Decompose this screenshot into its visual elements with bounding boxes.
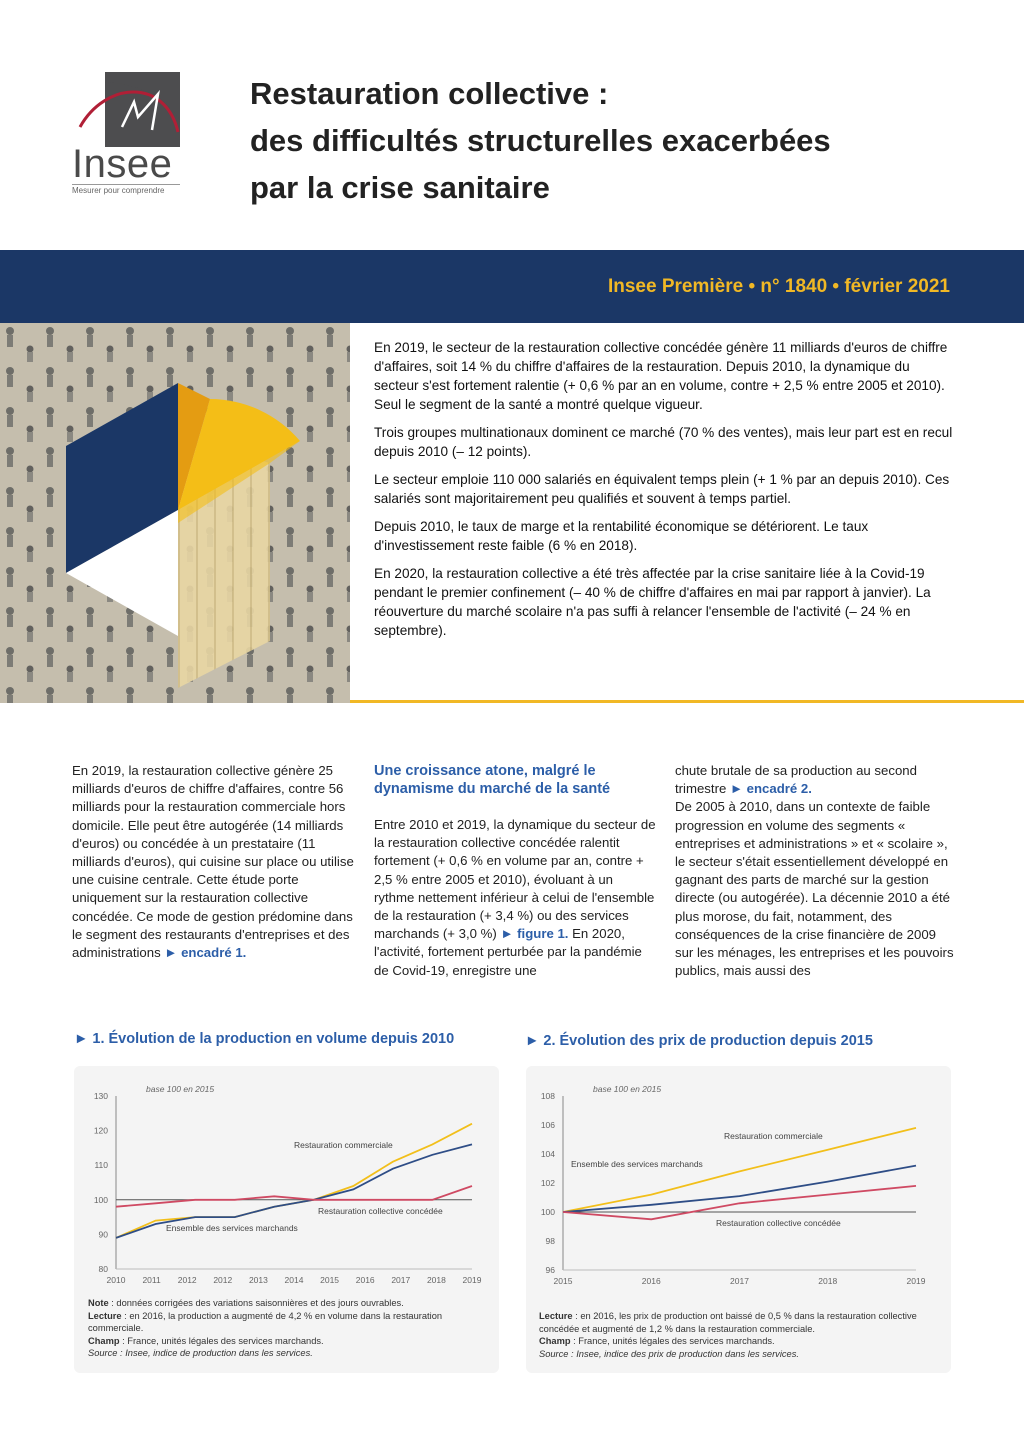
x-tick-label: 2019: [906, 1276, 926, 1286]
hero-graphic: [0, 323, 350, 703]
logo-text: Insee: [72, 142, 173, 186]
body-text: En 2020, l'activité, fortement perturbée par la pandémie de Covid-19, enregistre une: [374, 926, 642, 978]
series-label: Ensemble des services marchands: [166, 1223, 298, 1233]
figure-2-chart: [526, 1068, 951, 1296]
y-tick-label: 120: [93, 1125, 108, 1136]
x-tick-label: 2012: [177, 1275, 197, 1285]
abstract-paragraph: Depuis 2010, le taux de marge et la rentabilité économique se détériorent. Le taux d'investissement reste faible (6 % en 2018).: [374, 519, 869, 553]
x-tick-label: 2016: [641, 1276, 661, 1286]
source-line: Source : Insee, indice de production dans les services.: [88, 1348, 313, 1358]
encadre-2-link[interactable]: ► encadré 2.: [729, 781, 812, 797]
series-line: Insee Première • n° 1840 • février 2021: [607, 276, 950, 297]
lecture-line: Lecture : en 2016, les prix de production ont baissé de 0,5 % dans la restauration collective concédée et augmenté de 1,2 % dans la restauration commerciale.: [539, 1311, 917, 1334]
abstract-paragraph: Le secteur emploie 110 000 salariés en équivalent temps plein (+ 1 % par an depuis 2010). Ces salariés sont majoritairement peu qualifiés et souvent à temps partiel.: [374, 472, 950, 506]
body-paragraph: [72, 762, 354, 962]
figure-1-title: ► 1. Évolution de la production en volume depuis 2010: [74, 1031, 455, 1047]
x-tick-label: 2016: [355, 1275, 375, 1285]
x-tick-label: 2013: [248, 1275, 268, 1285]
y-tick-label: 106: [540, 1120, 555, 1130]
figure-1-chart: [74, 1068, 499, 1296]
lecture-line: Lecture : en 2016, la production a augmenté de 4,2 % en volume dans la restauration commerciale.: [88, 1310, 443, 1333]
y-tick-label: 102: [540, 1178, 555, 1188]
title-line: des difficultés structurelles exacerbées: [250, 123, 831, 158]
body-column-3: [675, 762, 957, 980]
x-tick-label: 2017: [730, 1276, 749, 1286]
series-label: Ensemble des services marchands: [571, 1159, 703, 1169]
y-tick-label: 130: [93, 1091, 108, 1101]
figure-1-notes: [88, 1297, 488, 1360]
title-line: par la crise sanitaire: [250, 170, 550, 205]
encadre-1-link[interactable]: ► encadré 1.: [164, 945, 247, 961]
x-tick-label: 2018: [426, 1275, 446, 1285]
body-column-2: [374, 762, 656, 980]
source-line: Source : Insee, indice des prix de production dans les services.: [539, 1348, 799, 1359]
series-label: Restauration commerciale: [294, 1140, 393, 1150]
body-paragraph: De 2005 à 2010, dans un contexte de faible progression en volume des segments « entreprises et administrations » et « scolaire », le secteur s'était essentiellement développé en gagnant des parts de marché sur la gestion directe (ou autogérée). La décennie 2010 a été plus morose, du fait, notamment, des conséquences de la crise financière de 2009 sur les ménages, les entreprises et les pouvoirs publics, mais aussi des: [675, 799, 954, 979]
section-heading: Une croissance atone, malgré le dynamisme du marché de la santé: [374, 763, 611, 797]
series-label: Restauration commerciale: [724, 1131, 823, 1141]
x-tick-label: 2015: [320, 1275, 340, 1285]
note-line: Note : données corrigées des variations saisonnières et des jours ouvrables.: [88, 1298, 404, 1308]
series-line: [563, 1186, 916, 1219]
x-tick-label: 2019: [462, 1275, 482, 1285]
body-text: Entre 2010 et 2019, la dynamique du secteur de la restauration collective concédée ralentit fortement (+ 0,6 % en volume par an, contre + 2,5 % entre 2005 et 2010), évoluant à un rythme nettement inférieur à celui de l'ensemble de la restauration (+ 3,4 %) ou des services marchands (+ 3,0 %): [374, 817, 656, 942]
series-line: [563, 1166, 916, 1212]
x-tick-label: 2011: [142, 1275, 161, 1285]
logo-tagline: Mesurer pour comprendre: [72, 184, 180, 195]
y-tick-label: 100: [540, 1207, 555, 1217]
x-tick-label: 2018: [818, 1276, 838, 1286]
champ-line: Champ : France, unités légales des services marchands.: [88, 1335, 324, 1346]
body-paragraph: [374, 816, 656, 980]
x-tick-label: 2010: [106, 1275, 126, 1285]
y-tick-label: 108: [540, 1091, 555, 1101]
abstract: [374, 338, 954, 649]
body-paragraph: [675, 762, 957, 798]
abstract-rule: [350, 700, 1024, 703]
page-title: [250, 70, 970, 211]
y-tick-label: 98: [545, 1236, 555, 1246]
y-axis-label: base 100 en 2015: [146, 1084, 215, 1094]
body-text: chute brutale de sa production au second trimestre: [675, 763, 917, 797]
y-tick-label: 80: [98, 1264, 108, 1274]
figure-1-link[interactable]: ► figure 1.: [500, 926, 569, 942]
series-label: Restauration collective concédée: [318, 1206, 443, 1216]
y-tick-label: 96: [545, 1265, 555, 1275]
body-column-1: [72, 762, 354, 962]
hero-illustration: [0, 323, 350, 703]
figure-2-notes: [539, 1310, 939, 1360]
abstract-paragraph: En 2019, le secteur de la restauration collective concédée génère 11 milliards d'euros de chiffre d'affaires, soit 14 % du chiffre d'affaires de la restauration. Depuis 2010, la dynamique du secteur s'est fortement ralentie (+ 0,6 % par an en volume, contre + 2,5 % entre 2005 et 2010). Seul le segment de la santé a montré quelque vigueur.: [374, 340, 948, 412]
y-tick-label: 104: [540, 1149, 555, 1159]
figure-2-title: ► 2. Évolution des prix de production depuis 2015: [525, 1033, 873, 1049]
y-tick-label: 110: [94, 1160, 108, 1171]
x-tick-label: 2014: [284, 1275, 304, 1285]
y-axis-label: base 100 en 2015: [593, 1084, 662, 1094]
x-tick-label: 2015: [553, 1276, 573, 1286]
abstract-paragraph: Trois groupes multinationaux dominent ce marché (70 % des ventes), mais leur part est en recul depuis 2010 (– 12 points).: [374, 425, 953, 459]
series-label: Restauration collective concédée: [716, 1218, 841, 1228]
y-tick-label: 100: [93, 1194, 108, 1205]
abstract-paragraph: En 2020, la restauration collective a été très affectée par la crise sanitaire liée à la Covid-19 pendant le premier confinement (– 40 % de chiffre d'affaires en mai par rapport à janvier). La réouverture du marché scolaire n'a pas suffi à relancer l'ensemble de l'activité (– 24 % en septembre).: [374, 566, 931, 638]
title-line: Restauration collective :: [250, 76, 609, 111]
y-tick-label: 90: [98, 1229, 108, 1240]
x-tick-label: 2017: [391, 1275, 411, 1285]
x-tick-label: 2012: [213, 1275, 233, 1285]
body-text: En 2019, la restauration collective génère 25 milliards d'euros de chiffre d'affaires, contre 56 milliards pour la restauration commerciale hors domicile. Elle peut être autogérée (14 milliards d'euros) ou concédée à un prestataire (11 milliards d'euros), qui cuisine sur place ou utilise une cuisine centrale. Cette étude porte uniquement sur la restauration collective concédée. Ce mode de gestion prédomine dans le segment des restaurants d'entreprises et des administrations: [72, 763, 354, 961]
champ-line: Champ : France, unités légales des services marchands.: [539, 1336, 775, 1346]
